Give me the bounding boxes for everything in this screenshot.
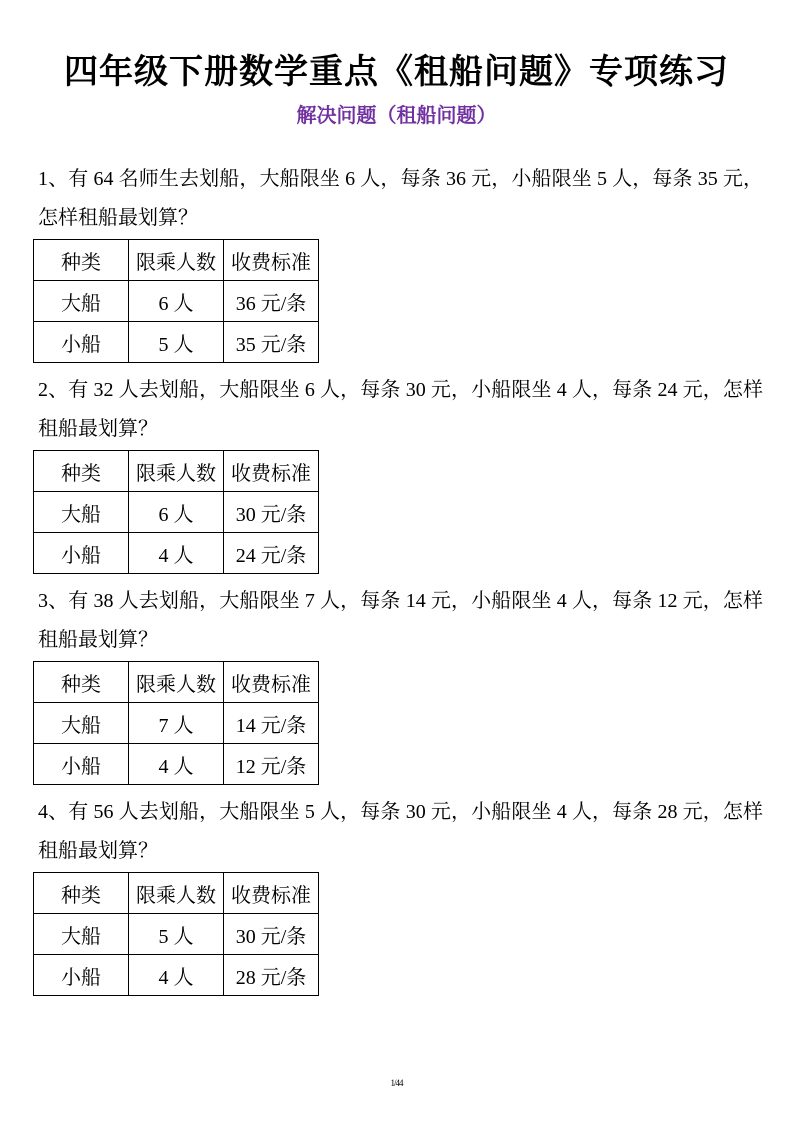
- cell-boat-type: 小船: [34, 744, 129, 785]
- problem-text: 1、有 64 名师生去划船，大船限坐 6 人，每条 36 元，小船限坐 5 人，每条 35 元，怎样租船最划算？: [38, 168, 763, 229]
- header-cell-type: 种类: [34, 240, 129, 281]
- rental-table-1: [33, 239, 319, 363]
- cell-price: 14 元/条: [224, 703, 319, 744]
- table-row: [34, 533, 319, 574]
- problem-text: 4、有 56 人去划船，大船限坐 5 人，每条 30 元，小船限坐 4 人，每条 28 元，怎样租船最划算？: [38, 801, 763, 862]
- cell-capacity: 6 人: [129, 492, 224, 533]
- header-cell-price: 收费标准: [224, 662, 319, 703]
- cell-price: 24 元/条: [224, 533, 319, 574]
- worksheet-content: [0, 160, 793, 996]
- header-cell-capacity: 限乘人数: [129, 240, 224, 281]
- header-cell-price: 收费标准: [224, 873, 319, 914]
- header-cell-type: 种类: [34, 451, 129, 492]
- header-cell-capacity: 限乘人数: [129, 451, 224, 492]
- table-row: [34, 703, 319, 744]
- cell-boat-type: 大船: [34, 703, 129, 744]
- cell-capacity: 4 人: [129, 744, 224, 785]
- rental-table-4: [33, 872, 319, 996]
- header-cell-type: 种类: [34, 873, 129, 914]
- table-header-row: [34, 240, 319, 281]
- rental-table-3: [33, 661, 319, 785]
- problem-block-3: [33, 582, 763, 785]
- cell-capacity: 5 人: [129, 322, 224, 363]
- cell-price: 36 元/条: [224, 281, 319, 322]
- cell-capacity: 7 人: [129, 703, 224, 744]
- page-title: 四年级下册数学重点《租船问题》专项练习: [64, 53, 729, 91]
- table-row: [34, 281, 319, 322]
- rental-table-2: [33, 450, 319, 574]
- table-row: [34, 322, 319, 363]
- cell-boat-type: 大船: [34, 281, 129, 322]
- problem-text: 2、有 32 人去划船，大船限坐 6 人，每条 30 元，小船限坐 4 人，每条 24 元，怎样租船最划算？: [38, 379, 763, 440]
- cell-boat-type: 大船: [34, 914, 129, 955]
- cell-capacity: 6 人: [129, 281, 224, 322]
- cell-price: 28 元/条: [224, 955, 319, 996]
- cell-boat-type: 小船: [34, 322, 129, 363]
- header-cell-price: 收费标准: [224, 240, 319, 281]
- table-header-row: [34, 873, 319, 914]
- problem-block-1: [33, 160, 763, 363]
- cell-boat-type: 小船: [34, 533, 129, 574]
- header-cell-price: 收费标准: [224, 451, 319, 492]
- cell-capacity: 4 人: [129, 955, 224, 996]
- table-header-row: [34, 662, 319, 703]
- header-cell-capacity: 限乘人数: [129, 662, 224, 703]
- table-row: [34, 744, 319, 785]
- table-row: [34, 914, 319, 955]
- cell-capacity: 5 人: [129, 914, 224, 955]
- cell-capacity: 4 人: [129, 533, 224, 574]
- cell-price: 12 元/条: [224, 744, 319, 785]
- cell-boat-type: 小船: [34, 955, 129, 996]
- page-subtitle: 解决问题（租船问题）: [296, 105, 497, 127]
- problem-block-2: [33, 371, 763, 574]
- cell-price: 30 元/条: [224, 492, 319, 533]
- header-cell-capacity: 限乘人数: [129, 873, 224, 914]
- problem-text: 3、有 38 人去划船，大船限坐 7 人，每条 14 元，小船限坐 4 人，每条 12 元，怎样租船最划算？: [38, 590, 763, 651]
- cell-boat-type: 大船: [34, 492, 129, 533]
- cell-price: 35 元/条: [224, 322, 319, 363]
- table-row: [34, 492, 319, 533]
- table-row: [34, 955, 319, 996]
- problem-block-4: [33, 793, 763, 996]
- table-header-row: [34, 451, 319, 492]
- header-cell-type: 种类: [34, 662, 129, 703]
- cell-price: 30 元/条: [224, 914, 319, 955]
- page-number: 1/44: [390, 1078, 403, 1088]
